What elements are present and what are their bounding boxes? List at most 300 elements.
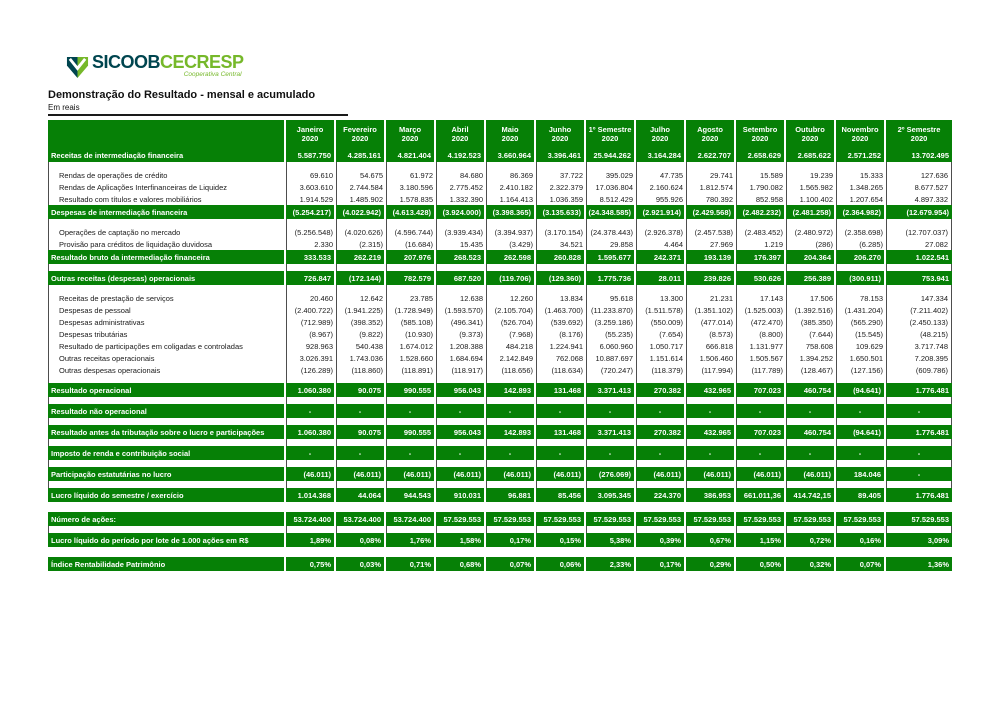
- value-cell: [586, 481, 636, 488]
- table-row-total: [48, 205, 952, 219]
- value-cell: -: [336, 446, 386, 460]
- value-cell: [886, 418, 952, 425]
- value-cell: [436, 397, 486, 404]
- value-cell: [536, 439, 586, 446]
- value-cell: (1.351.102): [686, 304, 736, 316]
- value-cell: [286, 285, 336, 292]
- value-cell: [436, 162, 486, 169]
- value-cell: 8.512.429: [586, 193, 636, 205]
- value-cell: 944.543: [386, 488, 436, 502]
- row-label: Lucro líquido do período por lote de 1.000 ações em R$: [48, 533, 286, 547]
- value-cell: [586, 264, 636, 271]
- value-cell: 0,06%: [536, 557, 586, 571]
- value-cell: (2.481.258): [786, 205, 836, 219]
- value-cell: [286, 481, 336, 488]
- table-row-spacer: [48, 460, 952, 467]
- value-cell: 57.529.553: [436, 512, 486, 526]
- value-cell: [886, 439, 952, 446]
- table-row-spacer: [48, 502, 952, 512]
- value-cell: [786, 376, 836, 383]
- value-cell: 90.075: [336, 425, 386, 439]
- value-cell: 44.064: [336, 488, 386, 502]
- value-cell: (127.156): [836, 364, 886, 376]
- value-cell: 19.239: [786, 169, 836, 181]
- value-cell: -: [386, 404, 436, 418]
- table-row-spacer: [48, 285, 952, 292]
- value-cell: (2.400.722): [286, 304, 336, 316]
- value-cell: (3.924.000): [436, 205, 486, 219]
- value-cell: (119.706): [486, 271, 536, 285]
- value-cell: 57.529.553: [886, 512, 952, 526]
- value-cell: 242.371: [636, 250, 686, 264]
- value-cell: (477.014): [686, 316, 736, 328]
- value-cell: [686, 439, 736, 446]
- value-cell: [636, 376, 686, 383]
- row-label: Imposto de renda e contribuição social: [48, 446, 286, 460]
- column-header-month: Setembro: [742, 125, 778, 134]
- value-cell: (118.634): [536, 364, 586, 376]
- value-cell: 270.382: [636, 425, 686, 439]
- value-cell: 131.468: [536, 425, 586, 439]
- value-cell: 34.521: [536, 238, 586, 250]
- value-cell: -: [586, 446, 636, 460]
- value-cell: 0,03%: [336, 557, 386, 571]
- value-cell: 1.014.368: [286, 488, 336, 502]
- value-cell: [586, 162, 636, 169]
- value-cell: [286, 162, 336, 169]
- value-cell: (46.011): [536, 467, 586, 481]
- value-cell: [886, 264, 952, 271]
- value-cell: 86.369: [486, 169, 536, 181]
- table-row-total: [48, 557, 952, 571]
- value-cell: (7.968): [486, 328, 536, 340]
- value-cell: [286, 264, 336, 271]
- value-cell: -: [886, 467, 952, 481]
- value-cell: 1.485.902: [336, 193, 386, 205]
- value-cell: 1,36%: [886, 557, 952, 571]
- value-cell: (550.009): [636, 316, 686, 328]
- value-cell: (118.891): [386, 364, 436, 376]
- column-header: [486, 120, 536, 148]
- value-cell: [386, 481, 436, 488]
- value-cell: -: [736, 404, 786, 418]
- table-row-spacer: [48, 219, 952, 226]
- value-cell: [536, 285, 586, 292]
- value-cell: -: [486, 404, 536, 418]
- value-cell: 17.143: [736, 292, 786, 304]
- value-cell: [286, 418, 336, 425]
- value-cell: 0,17%: [636, 557, 686, 571]
- row-label: [48, 285, 286, 292]
- value-cell: 0,32%: [786, 557, 836, 571]
- value-cell: (129.360): [536, 271, 586, 285]
- value-cell: 1.348.265: [836, 181, 886, 193]
- value-cell: [336, 285, 386, 292]
- value-cell: (46.011): [686, 467, 736, 481]
- value-cell: (126.289): [286, 364, 336, 376]
- value-cell: 2.685.622: [786, 148, 836, 162]
- value-cell: [886, 397, 952, 404]
- table-row-detail: [48, 292, 952, 304]
- value-cell: 1.219: [736, 238, 786, 250]
- value-cell: [586, 418, 636, 425]
- value-cell: [886, 481, 952, 488]
- row-label: [48, 439, 286, 446]
- value-cell: 28.011: [636, 271, 686, 285]
- value-cell: 15.435: [436, 238, 486, 250]
- value-cell: 84.680: [436, 169, 486, 181]
- value-cell: [286, 526, 336, 533]
- column-header-month: Abril: [451, 125, 469, 134]
- value-cell: (46.011): [736, 467, 786, 481]
- value-cell: [736, 481, 786, 488]
- value-cell: (3.394.937): [486, 226, 536, 238]
- value-cell: 29.741: [686, 169, 736, 181]
- value-cell: 2.622.707: [686, 148, 736, 162]
- value-cell: 1.151.614: [636, 352, 686, 364]
- value-cell: 1.775.736: [586, 271, 636, 285]
- value-cell: (2.483.452): [736, 226, 786, 238]
- value-cell: 1.164.413: [486, 193, 536, 205]
- value-cell: [386, 397, 436, 404]
- table-row-total: [48, 533, 952, 547]
- title-block: [48, 89, 348, 116]
- value-cell: [586, 397, 636, 404]
- value-cell: (8.573): [686, 328, 736, 340]
- value-cell: [286, 397, 336, 404]
- value-cell: (2.315): [336, 238, 386, 250]
- value-cell: -: [836, 446, 886, 460]
- value-cell: [486, 162, 536, 169]
- value-cell: 1.674.012: [386, 340, 436, 352]
- value-cell: (6.285): [836, 238, 886, 250]
- value-cell: [636, 439, 686, 446]
- value-cell: -: [886, 446, 952, 460]
- row-label: Resultado com títulos e valores mobiliários: [48, 193, 286, 205]
- value-cell: (496.341): [436, 316, 486, 328]
- value-cell: (8.800): [736, 328, 786, 340]
- value-cell: [386, 526, 436, 533]
- value-cell: 21.231: [686, 292, 736, 304]
- column-header-month: Julho: [650, 125, 670, 134]
- column-header: [386, 120, 436, 148]
- column-header-year: 2020: [851, 134, 869, 143]
- value-cell: (720.247): [586, 364, 636, 376]
- value-cell: (1.525.003): [736, 304, 786, 316]
- value-cell: -: [836, 404, 886, 418]
- row-label: Receitas de prestação de serviços: [48, 292, 286, 304]
- value-cell: 53.724.400: [286, 512, 336, 526]
- value-cell: [336, 526, 386, 533]
- value-cell: 1.776.481: [886, 488, 952, 502]
- value-cell: 0,71%: [386, 557, 436, 571]
- value-cell: (118.379): [636, 364, 686, 376]
- value-cell: 5.587.750: [286, 148, 336, 162]
- value-cell: 0,50%: [736, 557, 786, 571]
- value-cell: (11.233.870): [586, 304, 636, 316]
- value-cell: [786, 219, 836, 226]
- value-cell: (172.144): [336, 271, 386, 285]
- value-cell: 15.333: [836, 169, 886, 181]
- row-label: [48, 219, 286, 226]
- value-cell: -: [686, 404, 736, 418]
- table-row-detail: [48, 328, 952, 340]
- value-cell: (5.254.217): [286, 205, 336, 219]
- row-label: Resultado bruto da intermediação financeira: [48, 250, 286, 264]
- value-cell: [486, 285, 536, 292]
- value-cell: (24.348.585): [586, 205, 636, 219]
- value-cell: [336, 162, 386, 169]
- value-cell: (117.994): [686, 364, 736, 376]
- table-row-spacer: [48, 162, 952, 169]
- row-label: Outras receitas (despesas) operacionais: [48, 271, 286, 285]
- value-cell: -: [536, 446, 586, 460]
- value-cell: [786, 285, 836, 292]
- value-cell: (3.398.365): [486, 205, 536, 219]
- value-cell: 758.608: [786, 340, 836, 352]
- value-cell: [436, 219, 486, 226]
- column-header: [736, 120, 786, 148]
- table-row-detail: [48, 169, 952, 181]
- table-row-spacer: [48, 376, 952, 383]
- column-header: [836, 120, 886, 148]
- value-cell: 57.529.553: [536, 512, 586, 526]
- value-cell: 1.506.460: [686, 352, 736, 364]
- value-cell: 15.589: [736, 169, 786, 181]
- table-row-total: [48, 446, 952, 460]
- value-cell: -: [786, 446, 836, 460]
- column-header: [286, 120, 336, 148]
- value-cell: -: [786, 404, 836, 418]
- value-cell: [486, 376, 536, 383]
- value-cell: [886, 219, 952, 226]
- value-cell: -: [686, 446, 736, 460]
- row-label: Outras receitas operacionais: [48, 352, 286, 364]
- value-cell: -: [886, 404, 952, 418]
- value-cell: 910.031: [436, 488, 486, 502]
- value-cell: 1.914.529: [286, 193, 336, 205]
- value-cell: [436, 264, 486, 271]
- value-cell: 1.684.694: [436, 352, 486, 364]
- value-cell: (3.429): [486, 238, 536, 250]
- value-cell: (118.656): [486, 364, 536, 376]
- value-cell: 12.260: [486, 292, 536, 304]
- column-header-year: 2020: [801, 134, 819, 143]
- value-cell: (24.378.443): [586, 226, 636, 238]
- column-header-month: Junho: [548, 125, 572, 134]
- value-cell: [586, 285, 636, 292]
- value-cell: [786, 481, 836, 488]
- value-cell: 1.776.481: [886, 383, 952, 397]
- value-cell: (4.020.626): [336, 226, 386, 238]
- value-cell: 4.464: [636, 238, 686, 250]
- column-header-month: Agosto: [697, 125, 723, 134]
- value-cell: 1.060.380: [286, 425, 336, 439]
- value-cell: 1.224.941: [536, 340, 586, 352]
- value-cell: (10.930): [386, 328, 436, 340]
- value-cell: 3.164.284: [636, 148, 686, 162]
- column-header-year: 2020: [651, 134, 669, 143]
- value-cell: [586, 219, 636, 226]
- value-cell: 4.192.523: [436, 148, 486, 162]
- value-cell: (2.358.698): [836, 226, 886, 238]
- value-cell: 0,15%: [536, 533, 586, 547]
- row-label: Número de ações:: [48, 512, 286, 526]
- value-cell: [436, 526, 486, 533]
- column-header-month: Março: [398, 125, 422, 134]
- value-cell: 687.520: [436, 271, 486, 285]
- value-cell: 432.965: [686, 425, 736, 439]
- value-cell: 57.529.553: [486, 512, 536, 526]
- value-cell: [886, 162, 952, 169]
- value-cell: (4.022.942): [336, 205, 386, 219]
- value-cell: 540.438: [336, 340, 386, 352]
- value-cell: [736, 526, 786, 533]
- value-cell: 8.677.527: [886, 181, 952, 193]
- column-header-year: 2020: [701, 134, 719, 143]
- value-cell: 3.717.748: [886, 340, 952, 352]
- value-cell: 256.389: [786, 271, 836, 285]
- value-cell: [786, 162, 836, 169]
- value-cell: 239.826: [686, 271, 736, 285]
- row-label: [48, 162, 286, 169]
- value-cell: (4.613.428): [386, 205, 436, 219]
- value-cell: [836, 162, 886, 169]
- value-cell: (3.135.633): [536, 205, 586, 219]
- column-header-year: 2020: [401, 134, 419, 143]
- value-cell: [436, 418, 486, 425]
- sicoob-logo-icon: [66, 55, 89, 80]
- value-cell: [336, 418, 386, 425]
- value-cell: 2,33%: [586, 557, 636, 571]
- value-cell: 0,29%: [686, 557, 736, 571]
- value-cell: (7.211.402): [886, 304, 952, 316]
- value-cell: 96.881: [486, 488, 536, 502]
- value-cell: (1.392.516): [786, 304, 836, 316]
- row-label: Rendas de operações de crédito: [48, 169, 286, 181]
- value-cell: 85.456: [536, 488, 586, 502]
- value-cell: [486, 439, 536, 446]
- value-cell: [836, 376, 886, 383]
- value-cell: -: [736, 446, 786, 460]
- value-cell: 2.142.849: [486, 352, 536, 364]
- table-row-total: [48, 148, 952, 162]
- value-cell: 270.382: [636, 383, 686, 397]
- row-label: Rendas de Aplicações Interfinanceiras de Liquidez: [48, 181, 286, 193]
- table-row-spacer: [48, 439, 952, 446]
- logo-brand: SICOOB: [92, 52, 161, 72]
- value-cell: 2.330: [286, 238, 336, 250]
- row-label: [48, 526, 286, 533]
- value-cell: [386, 439, 436, 446]
- value-cell: 726.847: [286, 271, 336, 285]
- table-row-total: [48, 467, 952, 481]
- value-cell: [836, 526, 886, 533]
- value-cell: (3.259.186): [586, 316, 636, 328]
- value-cell: [286, 439, 336, 446]
- column-header-month: Novembro: [841, 125, 879, 134]
- value-cell: (16.684): [386, 238, 436, 250]
- row-label: Operações de captação no mercado: [48, 226, 286, 238]
- value-cell: 1.812.574: [686, 181, 736, 193]
- value-cell: 1.022.541: [886, 250, 952, 264]
- value-cell: 928.963: [286, 340, 336, 352]
- table-row-total: [48, 425, 952, 439]
- value-cell: 57.529.553: [686, 512, 736, 526]
- income-statement-table: [48, 120, 952, 571]
- value-cell: -: [286, 404, 336, 418]
- table-row-total: [48, 250, 952, 264]
- value-cell: 3.180.596: [386, 181, 436, 193]
- table-row-detail: [48, 304, 952, 316]
- value-cell: 13.300: [636, 292, 686, 304]
- value-cell: 0,72%: [786, 533, 836, 547]
- value-cell: (46.011): [486, 467, 536, 481]
- value-cell: 0,75%: [286, 557, 336, 571]
- value-cell: 207.976: [386, 250, 436, 264]
- value-cell: [686, 526, 736, 533]
- value-cell: 4.897.332: [886, 193, 952, 205]
- value-cell: 127.636: [886, 169, 952, 181]
- value-cell: [636, 418, 686, 425]
- row-label: Despesas de intermediação financeira: [48, 205, 286, 219]
- value-cell: 61.972: [386, 169, 436, 181]
- value-cell: 95.618: [586, 292, 636, 304]
- value-cell: [736, 397, 786, 404]
- value-cell: (609.786): [886, 364, 952, 376]
- value-cell: (9.822): [336, 328, 386, 340]
- value-cell: 53.724.400: [386, 512, 436, 526]
- value-cell: (3.170.154): [536, 226, 586, 238]
- value-cell: [586, 526, 636, 533]
- value-cell: 1.394.252: [786, 352, 836, 364]
- value-cell: 1.208.388: [436, 340, 486, 352]
- value-cell: 23.785: [386, 292, 436, 304]
- value-cell: (472.470): [736, 316, 786, 328]
- value-cell: 7.208.395: [886, 352, 952, 364]
- value-cell: 666.818: [686, 340, 736, 352]
- value-cell: 29.858: [586, 238, 636, 250]
- value-cell: 5,38%: [586, 533, 636, 547]
- value-cell: 1.578.835: [386, 193, 436, 205]
- row-label: Receitas de intermediação financeira: [48, 148, 286, 162]
- value-cell: 25.944.262: [586, 148, 636, 162]
- value-cell: (4.596.744): [386, 226, 436, 238]
- value-cell: 782.579: [386, 271, 436, 285]
- value-cell: 17.506: [786, 292, 836, 304]
- value-cell: 176.397: [736, 250, 786, 264]
- value-cell: [736, 285, 786, 292]
- row-label: Provisão para créditos de liquidação duvidosa: [48, 238, 286, 250]
- value-cell: 54.675: [336, 169, 386, 181]
- table-row-detail: [48, 193, 952, 205]
- value-cell: [786, 397, 836, 404]
- value-cell: [436, 376, 486, 383]
- table-row-detail: [48, 181, 952, 193]
- value-cell: 69.610: [286, 169, 336, 181]
- value-cell: 193.139: [686, 250, 736, 264]
- value-cell: 57.529.553: [836, 512, 886, 526]
- value-cell: 460.754: [786, 425, 836, 439]
- value-cell: 1.036.359: [536, 193, 586, 205]
- value-cell: [686, 481, 736, 488]
- value-cell: 3.371.413: [586, 425, 636, 439]
- row-label: Participação estatutárias no lucro: [48, 467, 286, 481]
- value-cell: [386, 418, 436, 425]
- column-header-year: 2020: [501, 134, 519, 143]
- value-cell: 2.775.452: [436, 181, 486, 193]
- value-cell: -: [386, 446, 436, 460]
